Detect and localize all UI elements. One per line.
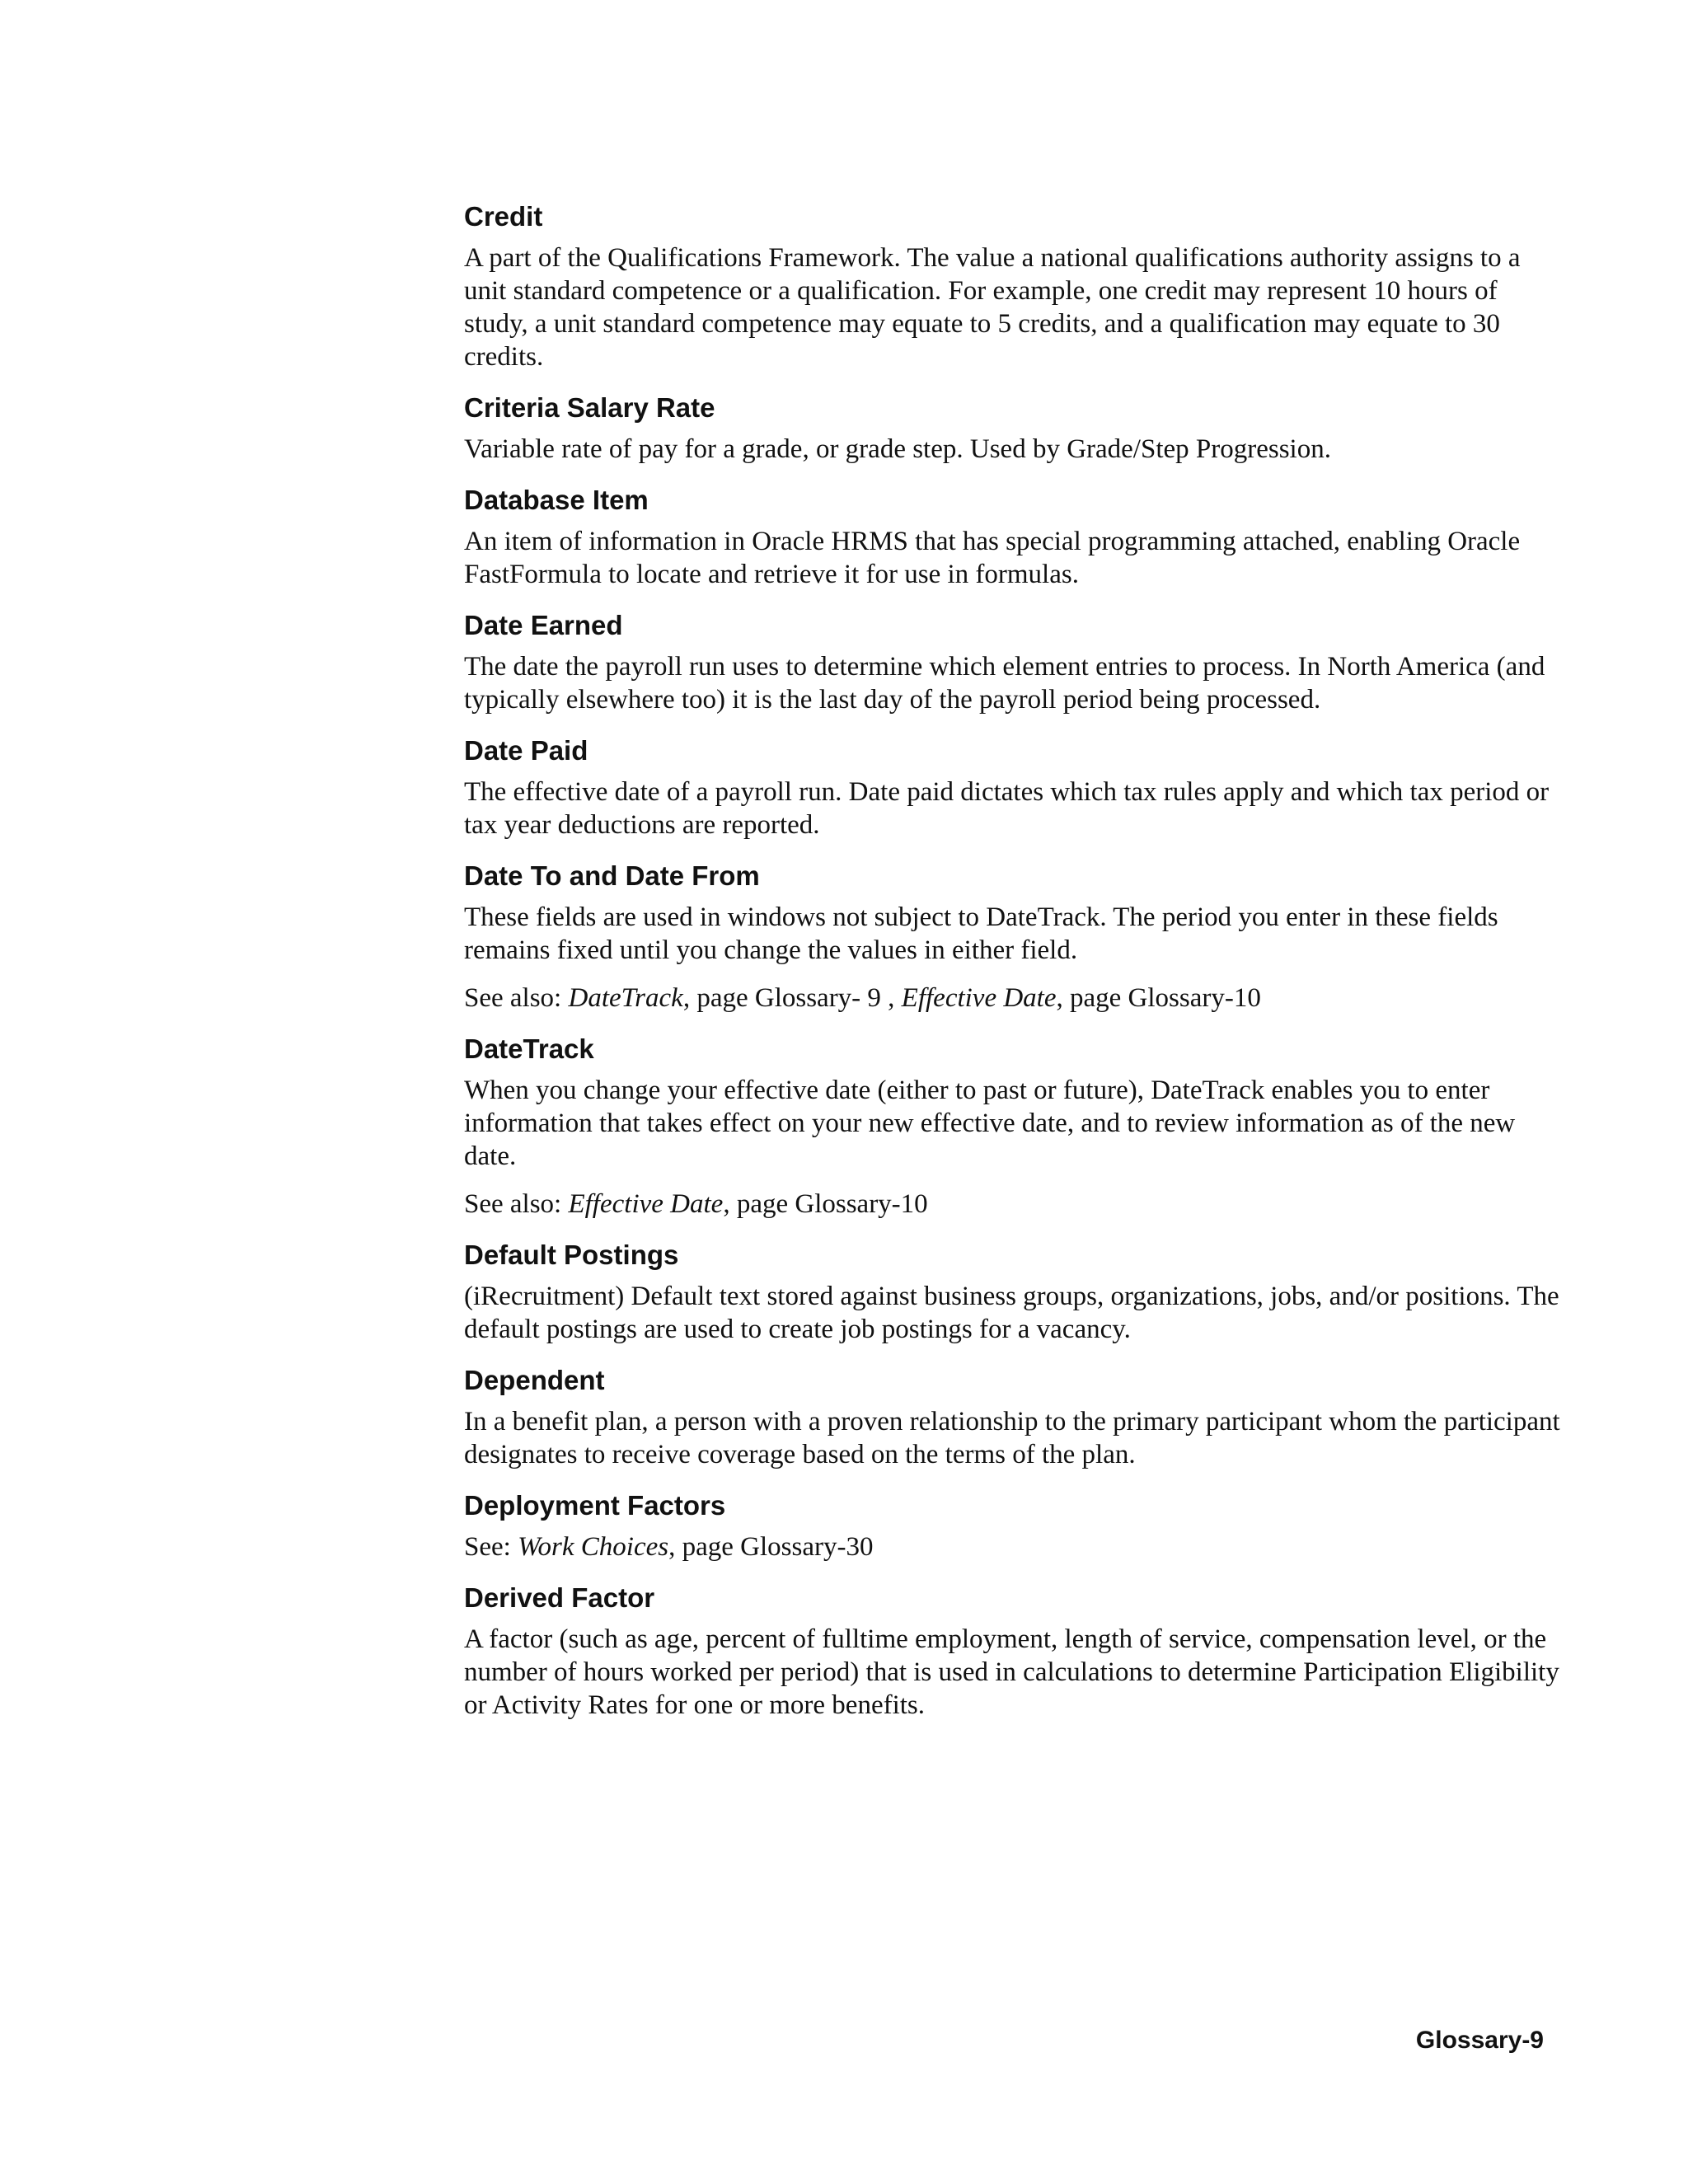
glossary-entry-criteria-salary-rate (464, 391, 1560, 466)
glossary-definition: The effective date of a payroll run. Date paid dictates which tax rules apply and which tax period or tax year deductions are reported. (464, 777, 1550, 840)
glossary-term: Default Postings (464, 1240, 679, 1270)
glossary-entry-datetrack (464, 1033, 1560, 1221)
glossary-entry-dependent (464, 1364, 1560, 1471)
cross-reference-link[interactable]: Effective Date (901, 983, 1057, 1013)
cross-reference-link[interactable]: Work Choices (518, 1532, 669, 1562)
cross-reference-page: , page Glossary-10 (723, 1189, 928, 1219)
glossary-term: Database Item (464, 485, 649, 515)
glossary-entry-date-paid (464, 734, 1560, 841)
glossary-definition: A factor (such as age, percent of fulltime employment, length of service, compensation level, or the number of hours worked per period) that is used in calculations to determine Participation Eligibility or Activity Rates for one or more benefits. (464, 1624, 1559, 1720)
cross-reference-page: , page Glossary-30 (668, 1532, 874, 1562)
glossary-definition: These fields are used in windows not subject to DateTrack. The period you enter in these fields remains fixed until you change the values in either field. (464, 902, 1498, 965)
glossary-definition: In a benefit plan, a person with a proven relationship to the primary participant whom the participant designates to receive coverage based on the terms of the plan. (464, 1407, 1560, 1469)
glossary-definition: When you change your effective date (either to past or future), DateTrack enables you to enter information that takes effect on your new effective date, and to review information as of the new date. (464, 1076, 1516, 1171)
glossary-definition: An item of information in Oracle HRMS that has special programming attached, enabling Oracle FastFormula to locate and retrieve it for use in formulas. (464, 527, 1521, 589)
glossary-entry-database-item (464, 484, 1560, 591)
glossary-term: Criteria Salary Rate (464, 392, 715, 423)
glossary-entry-derived-factor (464, 1582, 1560, 1722)
glossary-term: Credit (464, 201, 543, 232)
glossary-entry-default-postings (464, 1239, 1560, 1346)
glossary-definition: The date the payroll run uses to determine which element entries to process. In North America (and typically elsewhere too) it is the last day of the payroll period being processed. (464, 652, 1545, 715)
glossary-term: Date Earned (464, 610, 623, 640)
glossary-entry-credit (464, 200, 1560, 373)
see-line (464, 1530, 1560, 1563)
glossary-term: Dependent (464, 1365, 605, 1395)
see-also-prefix: See also: (464, 1189, 569, 1219)
cross-reference-page: , page Glossary-10 (1056, 983, 1261, 1013)
see-prefix: See: (464, 1532, 518, 1562)
see-also-line (464, 1188, 1560, 1221)
glossary-entry-deployment-factors (464, 1489, 1560, 1563)
page-number: Glossary-9 (1415, 2027, 1544, 2054)
glossary-content (464, 200, 1560, 1740)
glossary-entry-date-earned (464, 609, 1560, 716)
cross-reference-link[interactable]: DateTrack (568, 983, 683, 1013)
glossary-definition: (iRecruitment) Default text stored against business groups, organizations, jobs, and/or positions. The default postings are used to create job postings for a vacancy. (464, 1282, 1559, 1344)
see-also-line (464, 982, 1560, 1015)
glossary-definition: A part of the Qualifications Framework. The value a national qualifications authority assigns to a unit standard competence or a qualification. For example, one credit may represent 10 hours of study, a unit standard competence may equate to 5 credits, and a qualification may equate to 30 credits. (464, 243, 1521, 372)
glossary-term: Derived Factor (464, 1582, 655, 1613)
glossary-term: Date To and Date From (464, 860, 760, 891)
cross-reference-link[interactable]: Effective Date (568, 1189, 724, 1219)
glossary-term: DateTrack (464, 1033, 594, 1064)
glossary-term: Deployment Factors (464, 1490, 726, 1521)
cross-reference-page: , page Glossary- 9 , (682, 983, 902, 1013)
glossary-definition: Variable rate of pay for a grade, or grade step. Used by Grade/Step Progression. (464, 434, 1331, 464)
see-also-prefix: See also: (464, 983, 569, 1013)
glossary-term: Date Paid (464, 735, 588, 766)
glossary-entry-date-to-and-date-from (464, 860, 1560, 1015)
